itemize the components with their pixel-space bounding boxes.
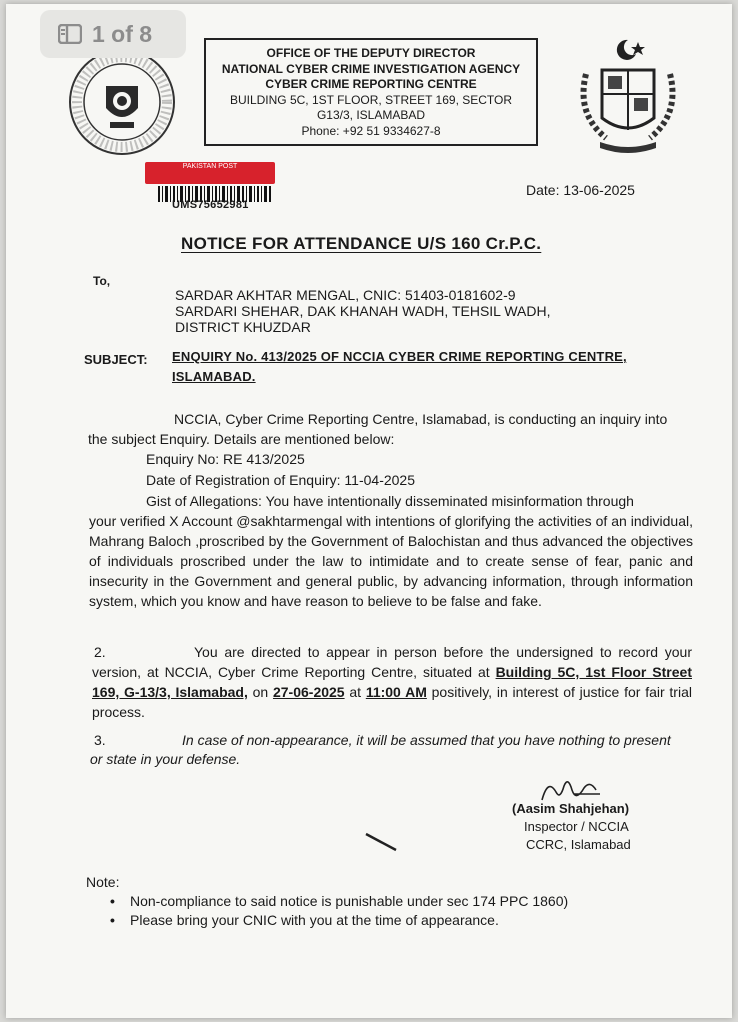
- notice-page: [6, 4, 732, 1018]
- state-emblem-logo: [566, 34, 690, 158]
- addressee-line-3: DISTRICT KHUZDAR: [175, 319, 311, 335]
- header-phone: Phone: +92 51 9334627-8: [301, 123, 441, 138]
- intro-line-2: the subject Enquiry. Details are mentioned below:: [88, 431, 395, 447]
- signatory-details: [524, 818, 631, 854]
- page-icon: [58, 24, 82, 44]
- tracking-number: UMS75652981: [172, 199, 249, 211]
- header-line-2: NATIONAL CYBER CRIME INVESTIGATION AGENCY: [221, 61, 521, 76]
- addressee-line-1: SARDAR AKHTAR MENGAL, CNIC: 51403-0181602-9: [175, 287, 516, 303]
- post-label-text: PAKISTAN POST: [182, 163, 238, 170]
- note-item-1-text: Non-compliance to said notice is punishable under sec 174 PPC 1860): [130, 893, 569, 909]
- header-line-4: BUILDING 5C, 1ST FLOOR, STREET 169, SECTOR: [229, 92, 513, 107]
- para-2-part-b: on: [247, 684, 273, 700]
- note-item-2: [110, 911, 568, 930]
- to-label: To,: [93, 274, 111, 288]
- subject-line-1: ENQUIRY No. 413/2025 OF NCCIA CYBER CRIME REPORTING CENTRE,: [172, 349, 627, 364]
- note-item-1: [110, 892, 568, 911]
- notice-date: Date: 13-06-2025: [526, 182, 635, 198]
- para-2-number: 2.: [94, 644, 106, 660]
- note-label: Note:: [86, 874, 120, 890]
- intro-line-1: NCCIA, Cyber Crime Reporting Centre, Islamabad, is conducting an inquiry into: [174, 411, 668, 427]
- para-2-part-a: You are directed to appear in person before the undersigned to record your version, at NCCIA, Cyber Crime Reporting Centre, situated at: [92, 644, 692, 680]
- signatory-office: CCRC, Islamabad: [526, 837, 631, 852]
- registration-date: Date of Registration of Enquiry: 11-04-2025: [146, 472, 416, 488]
- addressee-block: [175, 287, 550, 335]
- pakistan-post-label: [145, 162, 275, 184]
- para-3-number: 3.: [94, 732, 106, 748]
- para-2-place: Building 5C, 1st Floor Street 169, G-13/3, Islamabad,: [92, 664, 692, 700]
- office-header-box: [204, 38, 538, 146]
- gist-line-1: Gist of Allegations: You have intentionally disseminated misinformation through: [146, 493, 634, 509]
- gist-of-allegations: your verified X Account @sakhtarmengal with intentions of glorifying the activities of an individual, Mahrang Baloch ,proscribed by the Government of Balochistan and thus advanced the objectives of individuals proscribed under the law to intimidate and to create sense of fear, panic and insecurity in the Government and general public, by advancing information, through information system, which you know and have reason to believe to be false and fake.: [89, 513, 693, 609]
- header-line-1: OFFICE OF THE DEPUTY DIRECTOR: [266, 46, 476, 60]
- notice-title: NOTICE FOR ATTENDANCE U/S 160 Cr.P.C.: [181, 234, 542, 253]
- addressee-line-2: SARDARI SHEHAR, DAK KHANAH WADH, TEHSIL WADH,: [175, 303, 551, 319]
- note-list: [110, 892, 568, 930]
- signatory-name: (Aasim Shahjehan): [512, 801, 630, 816]
- pen-stroke-mark: [364, 830, 398, 854]
- page-indicator-text: 1 of 8: [92, 20, 153, 47]
- para-3-line-2: or state in your defense.: [90, 751, 241, 767]
- page-indicator[interactable]: [40, 10, 186, 58]
- subject-label: SUBJECT:: [84, 352, 148, 367]
- para-2-time: 11:00 AM: [365, 684, 427, 700]
- subject-text: [172, 347, 702, 387]
- signatory-designation: Inspector / NCCIA: [524, 819, 629, 834]
- nccia-seal-logo: [66, 46, 178, 158]
- enquiry-number: Enquiry No: RE 413/2025: [146, 451, 305, 467]
- subject-line-2: ISLAMABAD.: [172, 369, 256, 384]
- note-item-2-text: Please bring your CNIC with you at the time of appearance.: [130, 912, 499, 928]
- header-line-5: G13/3, ISLAMABAD: [316, 108, 426, 122]
- header-line-3: CYBER CRIME REPORTING CENTRE: [265, 77, 477, 91]
- para-2-text: [92, 642, 692, 722]
- para-2-part-d: positively, in interest of justice for fair trial process.: [92, 684, 692, 720]
- para-2-part-c: at: [344, 684, 366, 700]
- para-2-date: 27-06-2025: [272, 684, 345, 700]
- para-3-line-1: In case of non-appearance, it will be assumed that you have nothing to present: [182, 732, 671, 748]
